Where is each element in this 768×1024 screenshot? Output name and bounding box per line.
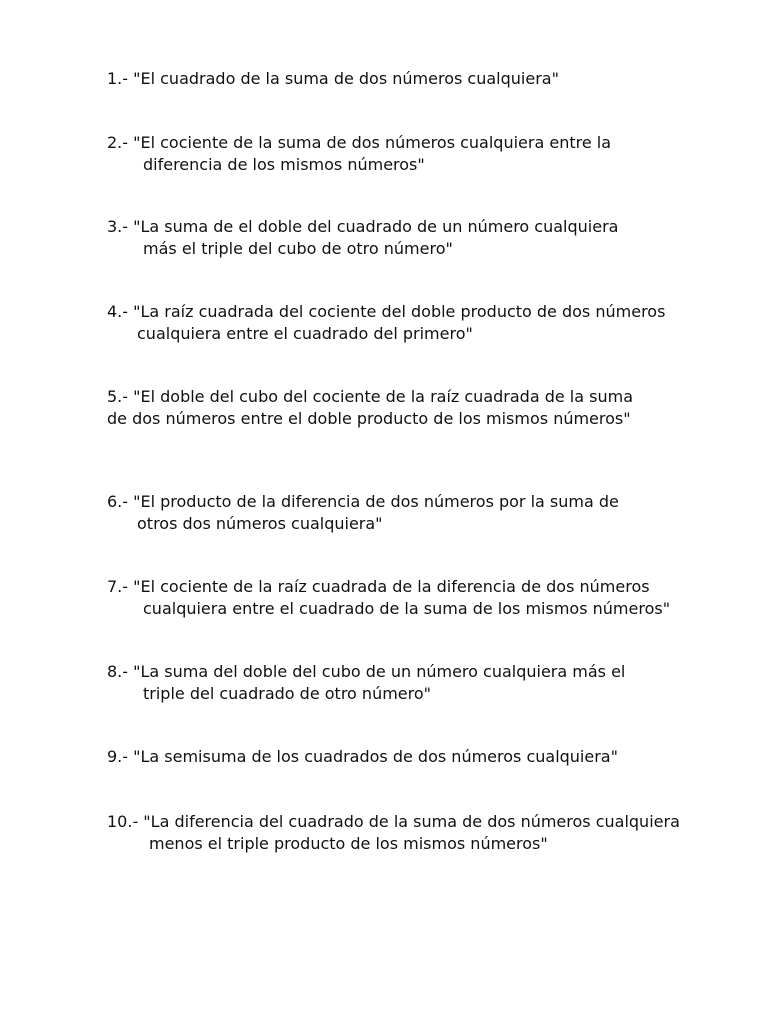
exercise-text: 2.- "El cociente de la suma de dos números cualquiera entre la: [107, 133, 612, 152]
exercise-text: 8.- "La suma del doble del cubo de un número cualquiera más el: [107, 662, 626, 681]
exercise-text: 4.- "La raíz cuadrada del cociente del doble producto de dos números: [107, 302, 666, 321]
exercise-item-5: [107, 386, 633, 430]
exercise-text: 9.- "La semisuma de los cuadrados de dos números cualquiera": [107, 747, 618, 766]
exercise-text-continuation: de dos números entre el doble producto de los mismos números": [107, 409, 631, 428]
exercise-item-10: [107, 811, 680, 855]
exercise-item-8: [107, 661, 625, 705]
exercise-item-6: [107, 491, 619, 535]
exercise-text-continuation: otros dos números cualquiera": [137, 514, 383, 533]
exercise-text: 7.- "El cociente de la raíz cuadrada de la diferencia de dos números: [107, 577, 650, 596]
exercise-text-continuation: triple del cuadrado de otro número": [143, 684, 432, 703]
exercise-text-continuation: cualquiera entre el cuadrado del primero": [137, 324, 473, 343]
exercise-item-7: [107, 576, 670, 620]
exercise-item-3: [107, 216, 618, 260]
exercise-text: 10.- "La diferencia del cuadrado de la suma de dos números cualquiera: [107, 812, 680, 831]
exercise-text-continuation: cualquiera entre el cuadrado de la suma de los mismos números": [143, 599, 671, 618]
exercise-text-continuation: diferencia de los mismos números": [143, 155, 425, 174]
exercise-text: 5.- "El doble del cubo del cociente de la raíz cuadrada de la suma: [107, 387, 633, 406]
exercise-text: 3.- "La suma de el doble del cuadrado de un número cualquiera: [107, 217, 619, 236]
exercise-text: 1.- "El cuadrado de la suma de dos números cualquiera": [107, 69, 559, 88]
exercise-text-continuation: menos el triple producto de los mismos números": [149, 834, 548, 853]
exercise-item-4: [107, 301, 665, 345]
exercise-item-9: [107, 746, 618, 768]
exercise-item-2: [107, 132, 611, 176]
exercise-item-1: [107, 68, 559, 90]
exercise-text: 6.- "El producto de la diferencia de dos números por la suma de: [107, 492, 619, 511]
exercise-text-continuation: más el triple del cubo de otro número": [143, 239, 453, 258]
